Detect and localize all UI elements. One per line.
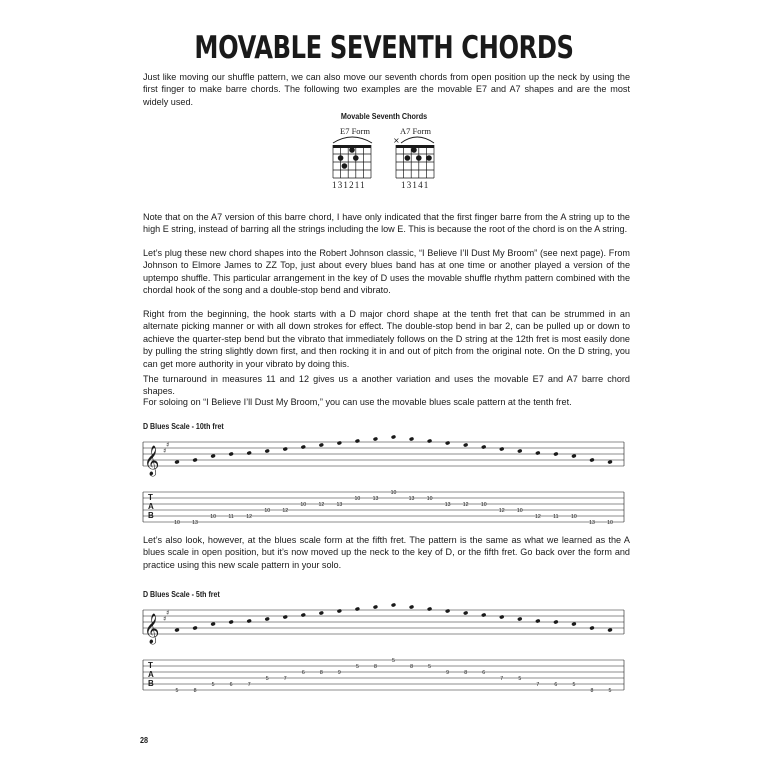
sharp-sign-icon: ♯ bbox=[163, 447, 167, 455]
note-head bbox=[355, 607, 360, 612]
tab-fret-number: 10 bbox=[607, 520, 613, 526]
tab-fret-number: 8 bbox=[590, 688, 594, 694]
e7-form-label: E7 Form bbox=[340, 126, 370, 136]
tab-fret-number: 5 bbox=[211, 682, 215, 688]
note-head bbox=[228, 452, 233, 457]
tab-fret-number: 7 bbox=[536, 682, 540, 688]
tab-fret-number: 9 bbox=[337, 670, 341, 676]
note-head bbox=[409, 437, 414, 442]
tab-fret-number: 6 bbox=[554, 682, 558, 688]
note-head bbox=[499, 615, 504, 620]
tab-clef-letter: B bbox=[148, 511, 154, 520]
tab-fret-number: 13 bbox=[336, 502, 343, 508]
tab-fret-number: 5 bbox=[355, 664, 359, 670]
note-head bbox=[463, 611, 468, 616]
tab-fret-number: 10 bbox=[390, 490, 397, 496]
tab-fret-number: 13 bbox=[192, 520, 198, 526]
note-head bbox=[337, 441, 342, 446]
e7-fingering: 131211 bbox=[332, 180, 366, 190]
note-head bbox=[192, 626, 197, 631]
a7-form-label: A7 Form bbox=[400, 126, 431, 136]
note-head bbox=[319, 611, 324, 616]
sharp-sign-icon: ♯ bbox=[163, 615, 167, 623]
hook-paragraph: Right from the beginning, the hook starts with a D major chord shape at the tenth fret that can be strummed in an alternate picking manner or with all down strokes for effect. The double-stop bend in bar 2, can be pulled up or down to achieve the quarter-step bend but the vibrato that immediately follows on the D string at the 12th fret is most easily done by pulling the string slightly down first, and then rocking it in and out of pitch from the original note. On the D string, you can get more authority in your vibrato by doing this. bbox=[143, 309, 630, 369]
note-head bbox=[228, 620, 233, 625]
tab-fret-number: 9 bbox=[446, 670, 450, 676]
tab-clef-letter: T bbox=[148, 661, 153, 670]
tab-fret-number: 11 bbox=[553, 514, 559, 520]
note-head bbox=[210, 622, 215, 627]
tab-fret-number: 6 bbox=[301, 670, 305, 676]
treble-clef-icon: 𝄞 bbox=[144, 614, 160, 644]
intro-paragraph: Just like moving our shuffle pattern, we can also move our seventh chords from open position up the neck by using the first finger to make barre chords. The following two examples are the movable E7 and A7 shapes and are the most widely used. bbox=[143, 72, 630, 107]
tab-fret-number: 13 bbox=[444, 502, 451, 508]
note-head bbox=[301, 445, 306, 450]
svg-text:×: × bbox=[393, 136, 400, 145]
turnaround-paragraph: The turnaround in measures 11 and 12 gives us a another variation and uses the movable E7 and A7 barre chord shapes. bbox=[143, 374, 630, 397]
staff-lines bbox=[143, 610, 624, 634]
note-head bbox=[264, 449, 269, 454]
note-head bbox=[445, 609, 450, 614]
tab-fret-number: 5 bbox=[608, 688, 612, 694]
note-head bbox=[607, 460, 612, 465]
note-head bbox=[445, 441, 450, 446]
note-head bbox=[391, 603, 396, 608]
chord-chart-title: Movable Seventh Chords bbox=[340, 111, 428, 121]
tab-fret-number: 7 bbox=[500, 676, 504, 682]
tab-fret-number: 8 bbox=[374, 664, 377, 670]
tab-fret-number: 10 bbox=[426, 496, 433, 502]
note-head bbox=[589, 458, 594, 463]
a7-chord-diagram bbox=[393, 136, 434, 178]
sharp-sign-icon: ♯ bbox=[166, 609, 170, 617]
tab-fret-number: 12 bbox=[498, 508, 505, 514]
tab-fret-number: 12 bbox=[534, 514, 541, 520]
note-head bbox=[571, 454, 576, 459]
note-head bbox=[517, 617, 522, 622]
scale-notation-5th-fret bbox=[0, 600, 768, 700]
tab-fret-number: 10 bbox=[210, 514, 216, 520]
tab-fret-number: 5 bbox=[265, 676, 269, 682]
tab-fret-number: 10 bbox=[516, 508, 523, 514]
tab-clef bbox=[148, 493, 154, 520]
e7-chord-diagram bbox=[333, 137, 372, 178]
tab-lines bbox=[143, 660, 624, 690]
tab-fret-number: 12 bbox=[318, 502, 325, 508]
note-head bbox=[391, 435, 396, 440]
note-head bbox=[517, 449, 522, 454]
staff-lines bbox=[143, 442, 624, 466]
treble-clef-icon: 𝄞 bbox=[144, 446, 160, 476]
tab-fret-number: 8 bbox=[464, 670, 468, 676]
note-head bbox=[373, 605, 378, 610]
tab-fret-number: 6 bbox=[482, 670, 486, 676]
note-head bbox=[355, 439, 360, 444]
note-head bbox=[481, 613, 486, 618]
note-head bbox=[174, 628, 179, 633]
note-head bbox=[463, 443, 468, 448]
note-head bbox=[283, 447, 288, 452]
note-head bbox=[481, 445, 486, 450]
tab-fret-number: 10 bbox=[480, 502, 487, 508]
note-head bbox=[553, 620, 558, 625]
note-head bbox=[589, 626, 594, 631]
tab-fret-number: 13 bbox=[372, 496, 379, 502]
tab-fret-numbers bbox=[174, 490, 613, 526]
note-head bbox=[174, 460, 179, 465]
note-head bbox=[337, 609, 342, 614]
fifth-fret-paragraph: Let’s also look, however, at the blues scale form at the fifth fret. The pattern is the same as what we learned as the A blues scale in open position, but it’s now moved up the neck to the key of D, or the fifth fret. Go back over the form and practice using this new scale pattern in your solo. bbox=[143, 535, 630, 570]
tab-fret-number: 6 bbox=[229, 682, 233, 688]
tab-fret-number: 13 bbox=[589, 520, 595, 526]
note-head bbox=[264, 617, 269, 622]
note-head bbox=[246, 619, 251, 624]
tab-fret-number: 5 bbox=[518, 676, 522, 682]
note-head bbox=[499, 447, 504, 452]
scale-title-10th-fret: D Blues Scale - 10th fret bbox=[143, 421, 224, 431]
tab-clef-letter: B bbox=[148, 679, 154, 688]
note-head bbox=[373, 437, 378, 442]
note-head bbox=[427, 439, 432, 444]
note-head bbox=[409, 605, 414, 610]
note-head bbox=[535, 451, 540, 456]
tab-fret-number: 11 bbox=[228, 514, 234, 520]
note-head bbox=[427, 607, 432, 612]
tab-fret-number: 7 bbox=[247, 682, 251, 688]
note-head bbox=[283, 615, 288, 620]
tab-fret-number: 5 bbox=[392, 658, 395, 664]
tab-fret-number: 10 bbox=[174, 520, 180, 526]
sharp-sign-icon: ♯ bbox=[166, 441, 170, 449]
note-head bbox=[553, 452, 558, 457]
tab-fret-number: 10 bbox=[571, 514, 577, 520]
tab-fret-number: 12 bbox=[462, 502, 469, 508]
note-head bbox=[210, 454, 215, 459]
a7-note-paragraph: Note that on the A7 version of this barre chord, I have only indicated that the first finger barre from the A string up to the high E string, instead of barring all the strings including the low E. This is because the root of the chord is on the A string. bbox=[143, 212, 630, 235]
tab-clef-letter: T bbox=[148, 493, 153, 502]
tab-fret-number: 7 bbox=[283, 676, 287, 682]
tab-fret-number: 8 bbox=[410, 664, 413, 670]
tab-fret-number: 10 bbox=[300, 502, 307, 508]
tab-fret-number: 5 bbox=[175, 688, 179, 694]
tab-fret-number: 5 bbox=[428, 664, 432, 670]
tab-fret-number: 12 bbox=[246, 514, 253, 520]
soloing-paragraph: For soloing on “I Believe I’ll Dust My Broom,” you can use the movable blues scale pattern at the tenth fret. bbox=[143, 397, 572, 407]
note-head bbox=[301, 613, 306, 618]
note-head bbox=[607, 628, 612, 633]
note-head bbox=[246, 451, 251, 456]
note-head bbox=[192, 458, 197, 463]
tab-fret-number: 5 bbox=[572, 682, 576, 688]
scale-notation-10th-fret bbox=[0, 432, 768, 532]
tab-fret-number: 13 bbox=[408, 496, 415, 502]
page-title: MOVABLE SEVENTH CHORDS bbox=[194, 30, 574, 66]
note-head bbox=[319, 443, 324, 448]
note-head bbox=[535, 619, 540, 624]
dust-my-broom-paragraph: Let’s plug these new chord shapes into the Robert Johnson classic, “I Believe I’ll Dust My Broom” (see next page). From Johnson to Elmore James to ZZ Top, just about every blues band has at one time or another played a version of the uptempo shuffle. This particular arrangement in the key of D uses the movable shuffle rhythm pattern combined with the chordal hook of the song and a double-stop bend and vibrato. bbox=[143, 248, 630, 296]
tab-fret-number: 8 bbox=[193, 688, 197, 694]
tab-fret-number: 10 bbox=[354, 496, 361, 502]
note-head bbox=[571, 622, 576, 627]
tab-fret-number: 12 bbox=[282, 508, 289, 514]
tab-clef-letter: A bbox=[148, 502, 154, 511]
tab-clef bbox=[148, 661, 154, 688]
tab-clef-letter: A bbox=[148, 670, 154, 679]
a7-fingering: 13141 bbox=[401, 180, 430, 190]
tab-fret-numbers bbox=[176, 658, 612, 694]
page-number: 28 bbox=[140, 735, 149, 745]
tab-fret-number: 8 bbox=[319, 670, 323, 676]
scale-title-5th-fret: D Blues Scale - 5th fret bbox=[143, 589, 220, 599]
tab-fret-number: 10 bbox=[264, 508, 271, 514]
